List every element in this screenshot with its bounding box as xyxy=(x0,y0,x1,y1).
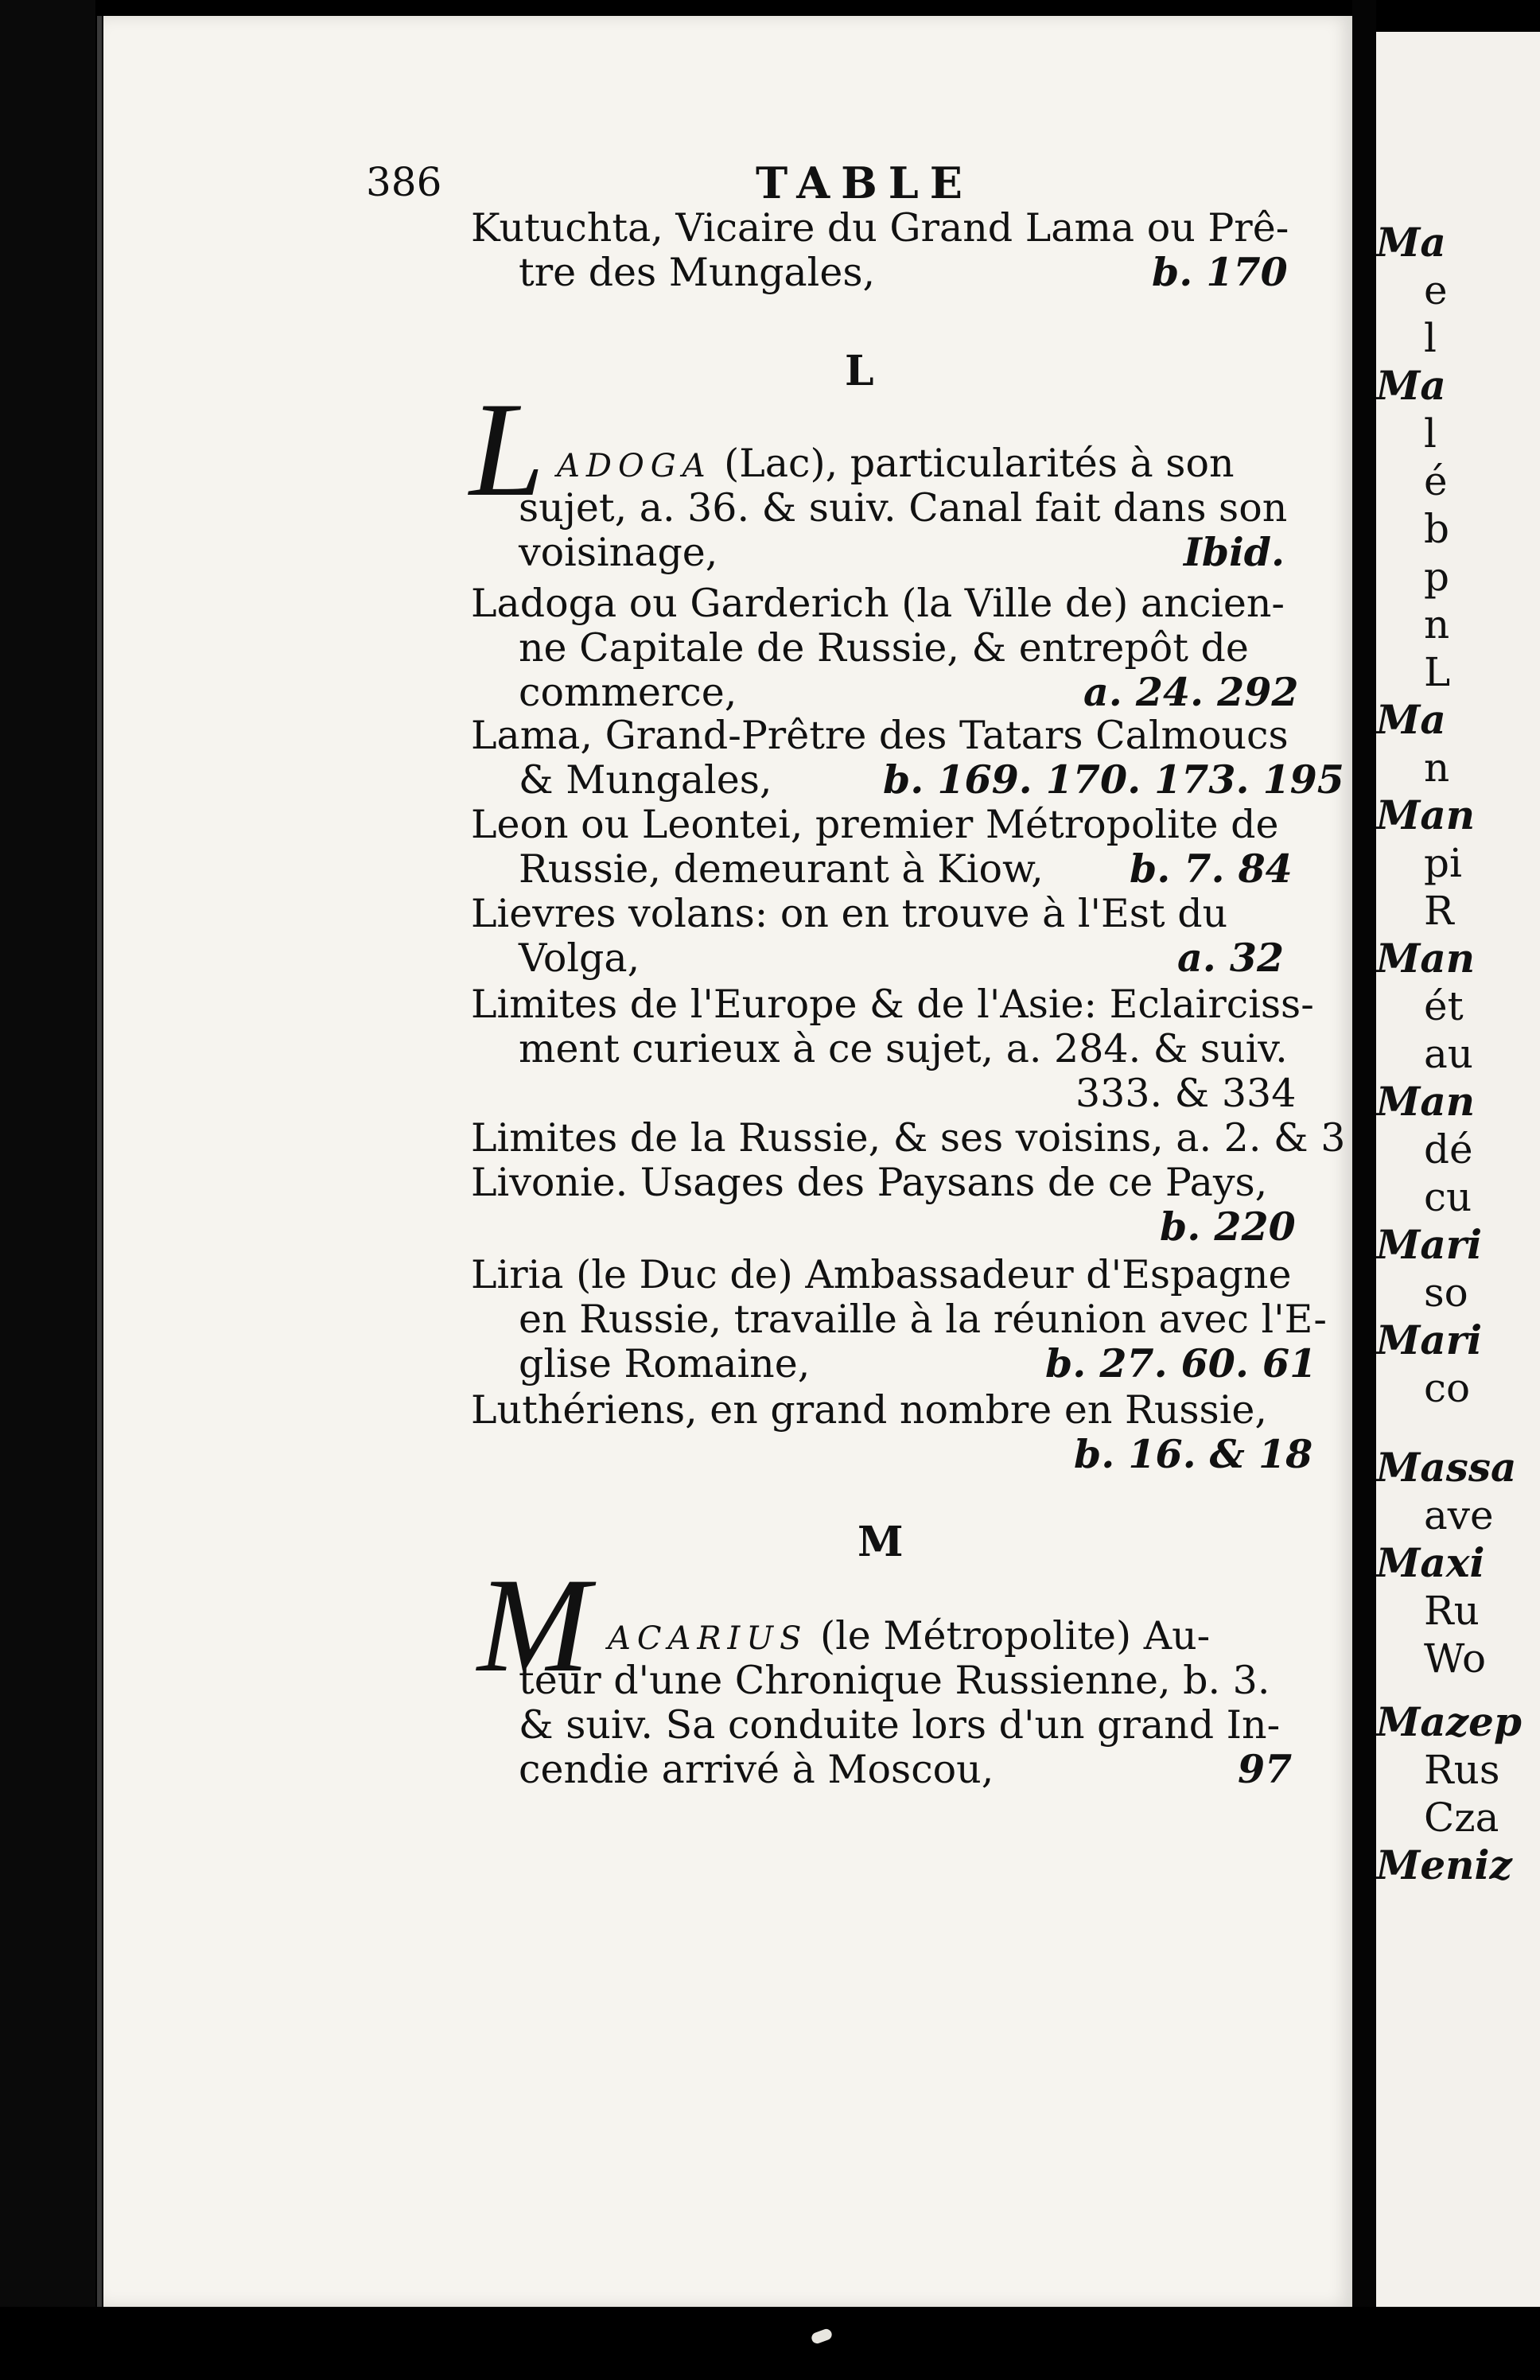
entry-macarius-line1 xyxy=(608,1613,1211,1659)
next-page-fragment: l xyxy=(1424,410,1437,457)
scan-bottom-edge xyxy=(0,2307,1540,2380)
macarius-text: (le Métropolite) Au- xyxy=(820,1613,1211,1659)
entry-liria-ref: b. 27. 60. 61 xyxy=(1045,1340,1317,1386)
next-page-fragment: Wo xyxy=(1424,1635,1487,1682)
entry-leon-line2: Russie, demeurant à Kiow, xyxy=(519,846,1044,892)
section-letter-l: L xyxy=(845,347,874,395)
next-page-fragment: Man xyxy=(1376,791,1476,838)
next-page-fragment: Cza xyxy=(1424,1795,1499,1841)
ladoga-smallcaps: ADOGA xyxy=(557,448,712,484)
next-page-fragment: Mari xyxy=(1376,1221,1483,1268)
entry-liria-line1: Liria (le Duc de) Ambassadeur d'Espagne xyxy=(471,1252,1292,1297)
entry-ladoga-ville-line2: ne Capitale de Russie, & entrepôt de xyxy=(519,625,1249,671)
entry-ladoga-ville-line1: Ladoga ou Garderich (la Ville de) ancien- xyxy=(471,581,1285,626)
next-page-fragment: so xyxy=(1424,1270,1468,1316)
next-page-fragment: co xyxy=(1424,1365,1471,1411)
next-page-fragment: b xyxy=(1424,506,1450,552)
entry-liria-line3: glise Romaine, xyxy=(519,1341,811,1386)
entry-limites-europe-line3: 333. & 334 xyxy=(1075,1071,1297,1116)
page-number: 386 xyxy=(366,159,442,205)
next-page-fragment: Meniz xyxy=(1376,1841,1512,1888)
entry-lutheriens-ref: b. 16. & 18 xyxy=(1074,1431,1313,1477)
entry-ladoga-lac-line1 xyxy=(557,441,1235,486)
next-page-fragment: n xyxy=(1424,601,1450,648)
next-page-fragment: p xyxy=(1424,554,1450,600)
entry-macarius-line2: teur d'une Chronique Russienne, b. 3. xyxy=(519,1658,1270,1703)
entry-lievres-ref: a. 32 xyxy=(1177,935,1285,981)
entry-ladoga-lac-ref: Ibid. xyxy=(1184,529,1285,575)
next-page-fragment: l xyxy=(1424,315,1437,361)
next-page-fragment: Man xyxy=(1376,1078,1476,1125)
ladoga-lac-text: (Lac), particularités à son xyxy=(724,441,1235,486)
entry-limites-europe-line2: ment curieux à ce sujet, a. 284. & suiv. xyxy=(519,1026,1288,1071)
entry-livonie-ref: b. 220 xyxy=(1160,1204,1296,1250)
entry-ladoga-ville-ref: a. 24. 292 xyxy=(1083,669,1299,715)
entry-limites-europe-line1: Limites de l'Europe & de l'Asie: Eclairciss- xyxy=(471,982,1314,1027)
next-page-fragment: Ma xyxy=(1376,219,1446,266)
next-page-fragment: au xyxy=(1424,1031,1474,1077)
next-page-fragment: Maxi xyxy=(1376,1539,1485,1586)
macarius-smallcaps: ACARIUS xyxy=(608,1620,808,1657)
entry-kutuchta-line2: tre des Mungales, xyxy=(519,250,876,295)
next-page-fragment: R xyxy=(1424,888,1454,934)
entry-ladoga-lac-line2: sujet, a. 36. & suiv. Canal fait dans son xyxy=(519,485,1288,531)
next-page-fragment: L xyxy=(1424,649,1451,695)
entry-lama-ref: b. 169. 170. 173. 195 xyxy=(883,756,1344,803)
entry-ladoga-lac-line3: voisinage, xyxy=(519,530,718,575)
next-page-fragment: dé xyxy=(1424,1126,1473,1172)
entry-lutheriens-line1: Luthériens, en grand nombre en Russie, xyxy=(471,1387,1267,1433)
entry-kutuchta-line1: Kutuchta, Vicaire du Grand Lama ou Prê- xyxy=(471,205,1289,251)
next-page-fragment: ét xyxy=(1424,983,1464,1029)
next-page-fragment: ave xyxy=(1424,1492,1494,1538)
dropcap-l: L xyxy=(469,375,545,524)
entry-livonie-line1: Livonie. Usages des Paysans de ce Pays, xyxy=(471,1160,1268,1205)
entry-macarius-ref: 97 xyxy=(1238,1746,1293,1792)
entry-lama-line1: Lama, Grand-Prêtre des Tatars Calmoucs xyxy=(471,713,1289,758)
scan-left-edge xyxy=(0,0,95,2380)
entry-lama-line2: & Mungales, xyxy=(519,757,772,803)
entry-leon-ref: b. 7. 84 xyxy=(1130,846,1293,892)
next-page-fragment: Massa xyxy=(1376,1444,1517,1491)
entry-liria-line2: en Russie, travaille à la réunion avec l'E- xyxy=(519,1297,1327,1342)
next-page-fragment: Man xyxy=(1376,935,1476,982)
next-page-fragment: Ma xyxy=(1376,362,1446,409)
book-page-right-fragment xyxy=(1376,32,1540,2307)
next-page-fragment: Ma xyxy=(1376,696,1446,743)
entry-limites-russie-line1: Limites de la Russie, & ses voisins, a. 2. & 3 xyxy=(471,1115,1346,1161)
entry-lievres-line2: Volga, xyxy=(519,935,640,981)
next-page-fragment: é xyxy=(1424,458,1448,504)
next-page-fragment: pi xyxy=(1424,840,1462,886)
next-page-fragment: Mari xyxy=(1376,1316,1483,1363)
running-head: TABLE xyxy=(756,158,974,208)
next-page-fragment: n xyxy=(1424,745,1450,791)
entry-macarius-line3: & suiv. Sa conduite lors d'un grand In- xyxy=(519,1702,1281,1748)
entry-ladoga-ville-line3: commerce, xyxy=(519,670,737,715)
next-page-fragment: Rus xyxy=(1424,1747,1500,1793)
entry-leon-line1: Leon ou Leontei, premier Métropolite de xyxy=(471,802,1279,847)
section-letter-m: M xyxy=(858,1518,904,1566)
dropcap-m: M xyxy=(477,1550,590,1700)
entry-kutuchta-ref: b. 170 xyxy=(1152,249,1288,295)
entry-macarius-line4: cendie arrivé à Moscou, xyxy=(519,1747,994,1792)
next-page-fragment: Ru xyxy=(1424,1588,1480,1634)
page-edge-rule xyxy=(97,16,102,2307)
next-page-fragment: e xyxy=(1424,267,1448,313)
entry-lievres-line1: Lievres volans: on en trouve à l'Est du xyxy=(471,891,1228,936)
next-page-fragment: Mazep xyxy=(1376,1698,1522,1745)
book-gutter xyxy=(1352,0,1376,2380)
next-page-fragment: cu xyxy=(1424,1174,1472,1220)
